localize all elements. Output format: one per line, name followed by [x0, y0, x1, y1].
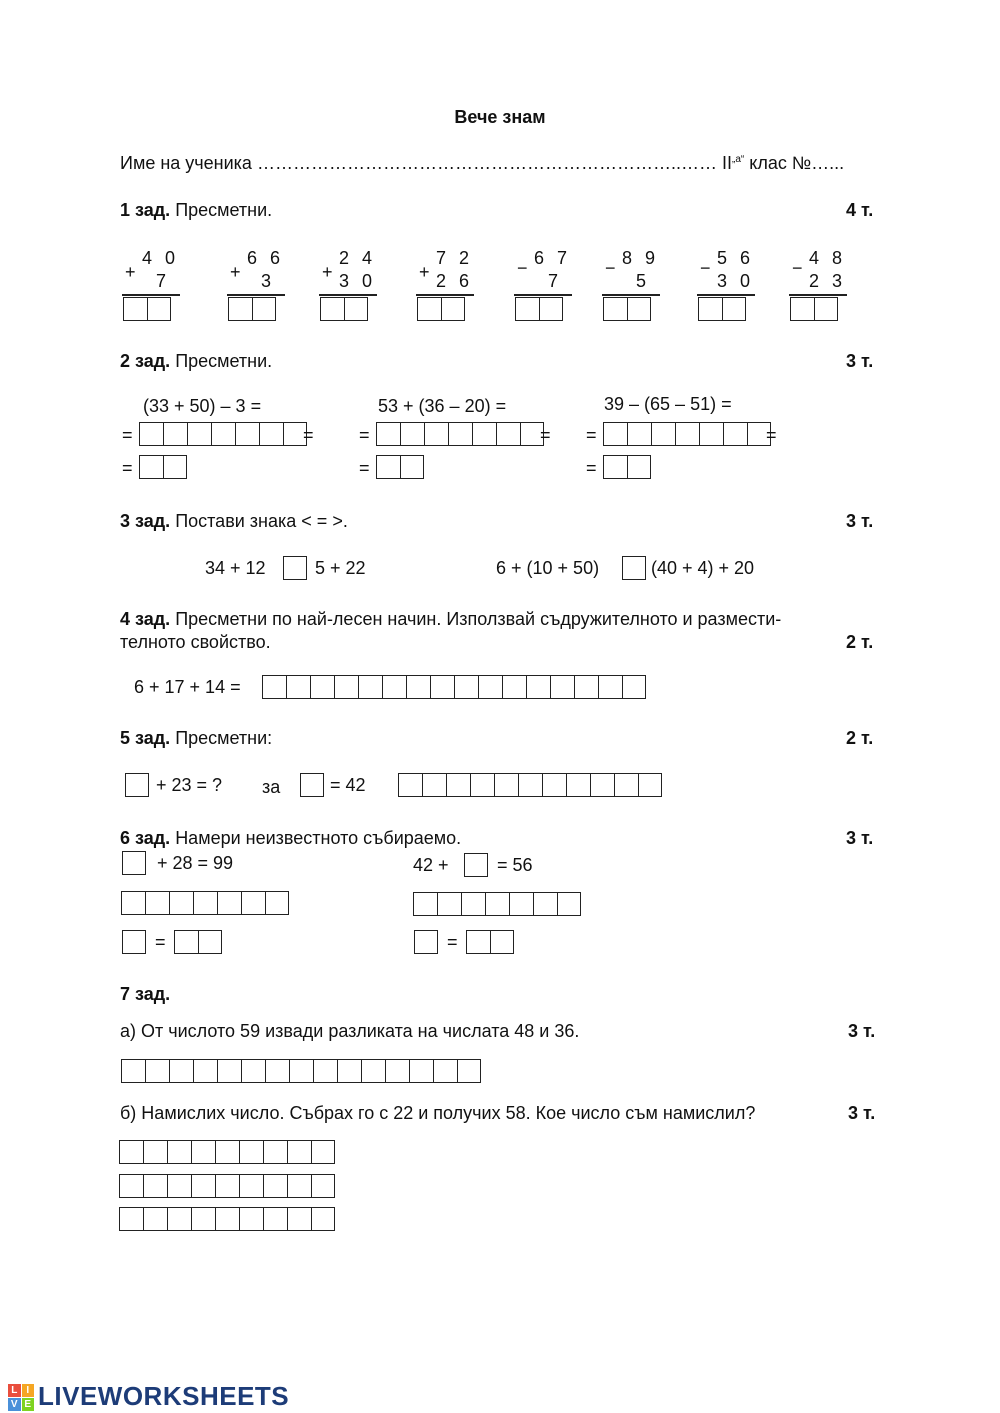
task2-answer-2b[interactable] [376, 455, 424, 479]
name-dots: ……………………………………………………………..…… [256, 153, 717, 173]
task1-answer-boxes[interactable] [790, 297, 838, 321]
student-name-row [120, 153, 844, 174]
task6-answer-2[interactable] [466, 930, 514, 954]
task5-num: 5 зад. [120, 728, 171, 748]
task6-heading [120, 828, 461, 849]
task1-answer-boxes[interactable] [417, 297, 465, 321]
task2-eq-2c: = [359, 458, 370, 478]
task1-problem [416, 244, 476, 324]
task6-work-2[interactable] [413, 892, 581, 916]
task1-underline [227, 294, 285, 296]
task5-points: 2 т. [846, 728, 874, 748]
task1-bottom-number: 7 [156, 271, 171, 291]
task7b-answer-2[interactable] [119, 1174, 335, 1198]
task2-eq-3c: = [586, 458, 597, 478]
task1-problem [697, 244, 757, 324]
task1-top-number: 7 2 [436, 248, 474, 268]
task1-underline [789, 294, 847, 296]
task5-text: Пресметни: [175, 728, 273, 748]
task1-points: 4 т. [846, 200, 874, 220]
task1-operator: + [125, 262, 136, 282]
task1-underline [319, 294, 377, 296]
task6-unknown-box-2b[interactable] [414, 930, 438, 954]
task7a-points: 3 т. [848, 1021, 876, 1041]
task7b-points: 3 т. [848, 1103, 876, 1123]
task2-answer-2a[interactable] [376, 422, 544, 446]
task3-text: Постави знака < = >. [175, 511, 348, 531]
task2-eq-2b: = [540, 425, 551, 445]
task1-top-number: 5 6 [717, 248, 755, 268]
task5-heading [120, 728, 272, 749]
task1-answer-boxes[interactable] [698, 297, 746, 321]
task2-expr-2: 53 + (36 – 20) = [378, 396, 507, 416]
task6-points: 3 т. [846, 828, 874, 848]
task1-num: 1 зад. [120, 200, 171, 220]
task4-heading [120, 609, 781, 630]
task3-sign-box-1[interactable] [283, 556, 307, 580]
task3-left-2: 6 + (10 + 50) [496, 558, 600, 578]
task4-expr: 6 + 17 + 14 = [134, 677, 241, 697]
task1-answer-boxes[interactable] [228, 297, 276, 321]
page-title: Вече знам [454, 107, 546, 127]
task1-underline [122, 294, 180, 296]
task4-text-2: телното свойство. [120, 632, 271, 652]
task6-answer-1[interactable] [174, 930, 222, 954]
task5-answer[interactable] [398, 773, 662, 797]
task1-underline [697, 294, 755, 296]
task1-bottom-number: 2 6 [436, 271, 474, 291]
task1-bottom-number: 7 [548, 271, 563, 291]
name-label: Име на ученика [120, 153, 252, 173]
task2-eq-1a: = [122, 425, 133, 445]
task2-eq-2a: = [359, 425, 370, 445]
task2-answer-1b[interactable] [139, 455, 187, 479]
task1-problem [789, 244, 849, 324]
logo-mark-cell: V [8, 1398, 21, 1411]
task6-work-1[interactable] [121, 891, 289, 915]
task1-underline [514, 294, 572, 296]
task3-right-1: 5 + 22 [315, 558, 366, 578]
task5-eq42: = 42 [330, 775, 366, 795]
task1-operator: − [605, 258, 616, 278]
task1-answer-boxes[interactable] [320, 297, 368, 321]
task1-bottom-number: 3 0 [339, 271, 377, 291]
task6-unknown-box-2[interactable] [464, 853, 488, 877]
task5-za: за [262, 777, 281, 797]
task2-eq-3b: = [766, 425, 777, 445]
task1-underline [602, 294, 660, 296]
task2-expr-1: (33 + 50) – 3 = [143, 396, 262, 416]
task1-problem [514, 244, 574, 324]
task1-underline [416, 294, 474, 296]
task1-heading [120, 200, 272, 221]
task5-expr: + 23 = ? [156, 775, 223, 795]
task1-bottom-number: 3 0 [717, 271, 755, 291]
task2-eq-1c: = [122, 458, 133, 478]
task2-eq-1b: = [303, 425, 314, 445]
task3-right-2: (40 + 4) + 20 [651, 558, 755, 578]
task1-operator: + [230, 262, 241, 282]
task1-top-number: 2 4 [339, 248, 377, 268]
logo-mark-cell: L [8, 1384, 21, 1397]
class-sup: „а“ [732, 154, 745, 165]
task4-text-1: Пресметни по най-лесен начин. Използвай съдружителното и размести- [175, 609, 782, 629]
task1-problem [122, 244, 182, 324]
task2-num: 2 зад. [120, 351, 171, 371]
task6-eq-sign-2: = [447, 932, 458, 952]
task1-problem [319, 244, 379, 324]
task1-operator: + [322, 262, 333, 282]
task2-answer-3a[interactable] [603, 422, 771, 446]
logo-text: LIVEWORKSHEETS [38, 1381, 290, 1411]
task7a-text: а) От числото 59 извади разликата на числата 48 и 36. [120, 1021, 580, 1041]
task6-text: Намери неизвестното събираемо. [175, 828, 462, 848]
task1-problem [227, 244, 287, 324]
task1-bottom-number: 5 [636, 271, 651, 291]
task1-answer-boxes[interactable] [515, 297, 563, 321]
task1-top-number: 4 8 [809, 248, 847, 268]
class-post: клас №…... [749, 153, 845, 173]
task2-text: Пресметни. [175, 351, 273, 371]
task7b-answer-3[interactable] [119, 1207, 335, 1231]
task1-bottom-number: 3 [261, 271, 276, 291]
task4-points: 2 т. [846, 632, 874, 652]
task3-heading [120, 511, 348, 532]
task1-operator: − [700, 258, 711, 278]
task1-operator: − [517, 258, 528, 278]
task2-answer-1a[interactable] [139, 422, 307, 446]
task7b-text: б) Намислих число. Събрах го с 22 и получих 58. Кое число съм намислил? [120, 1103, 756, 1123]
task2-answer-3b[interactable] [603, 455, 651, 479]
task1-answer-boxes[interactable] [123, 297, 171, 321]
task1-top-number: 4 0 [142, 248, 180, 268]
liveworksheets-logo[interactable] [8, 1381, 289, 1412]
task4-num: 4 зад. [120, 609, 171, 629]
task1-answer-boxes[interactable] [603, 297, 651, 321]
task6-eq1: + 28 = 99 [157, 853, 234, 873]
task6-eq2-right: = 56 [497, 855, 533, 875]
logo-mark-cell: I [22, 1384, 35, 1397]
task2-eq-3a: = [586, 425, 597, 445]
task1-top-number: 6 7 [534, 248, 572, 268]
task1-problem [602, 244, 662, 324]
task6-unknown-box-1[interactable] [122, 851, 146, 875]
task3-sign-box-2[interactable] [622, 556, 646, 580]
task1-top-number: 8 9 [622, 248, 660, 268]
task7b-answer-1[interactable] [119, 1140, 335, 1164]
task6-num: 6 зад. [120, 828, 171, 848]
class-pre: II [722, 153, 733, 173]
task3-points: 3 т. [846, 511, 874, 531]
task3-left-1: 34 + 12 [205, 558, 266, 578]
task2-heading [120, 351, 272, 372]
task1-operator: + [419, 262, 430, 282]
task6-unknown-box-1b[interactable] [122, 930, 146, 954]
task6-eq2-left: 42 + [413, 855, 449, 875]
task7a-answer[interactable] [121, 1059, 481, 1083]
task6-eq-sign-1: = [155, 932, 166, 952]
task1-top-number: 6 6 [247, 248, 285, 268]
task5-value-box[interactable] [300, 773, 324, 797]
task1-text: Пресметни. [175, 200, 273, 220]
logo-mark-cell: E [22, 1398, 35, 1411]
task1-bottom-number: 2 3 [809, 271, 847, 291]
task4-answer[interactable] [262, 675, 646, 699]
logo-mark-icon [8, 1384, 34, 1410]
task1-operator: − [792, 258, 803, 278]
task3-num: 3 зад. [120, 511, 171, 531]
task5-unknown-box[interactable] [125, 773, 149, 797]
task2-expr-3: 39 – (65 – 51) = [604, 394, 732, 414]
task7-num: 7 зад. [120, 984, 171, 1004]
task2-points: 3 т. [846, 351, 874, 371]
